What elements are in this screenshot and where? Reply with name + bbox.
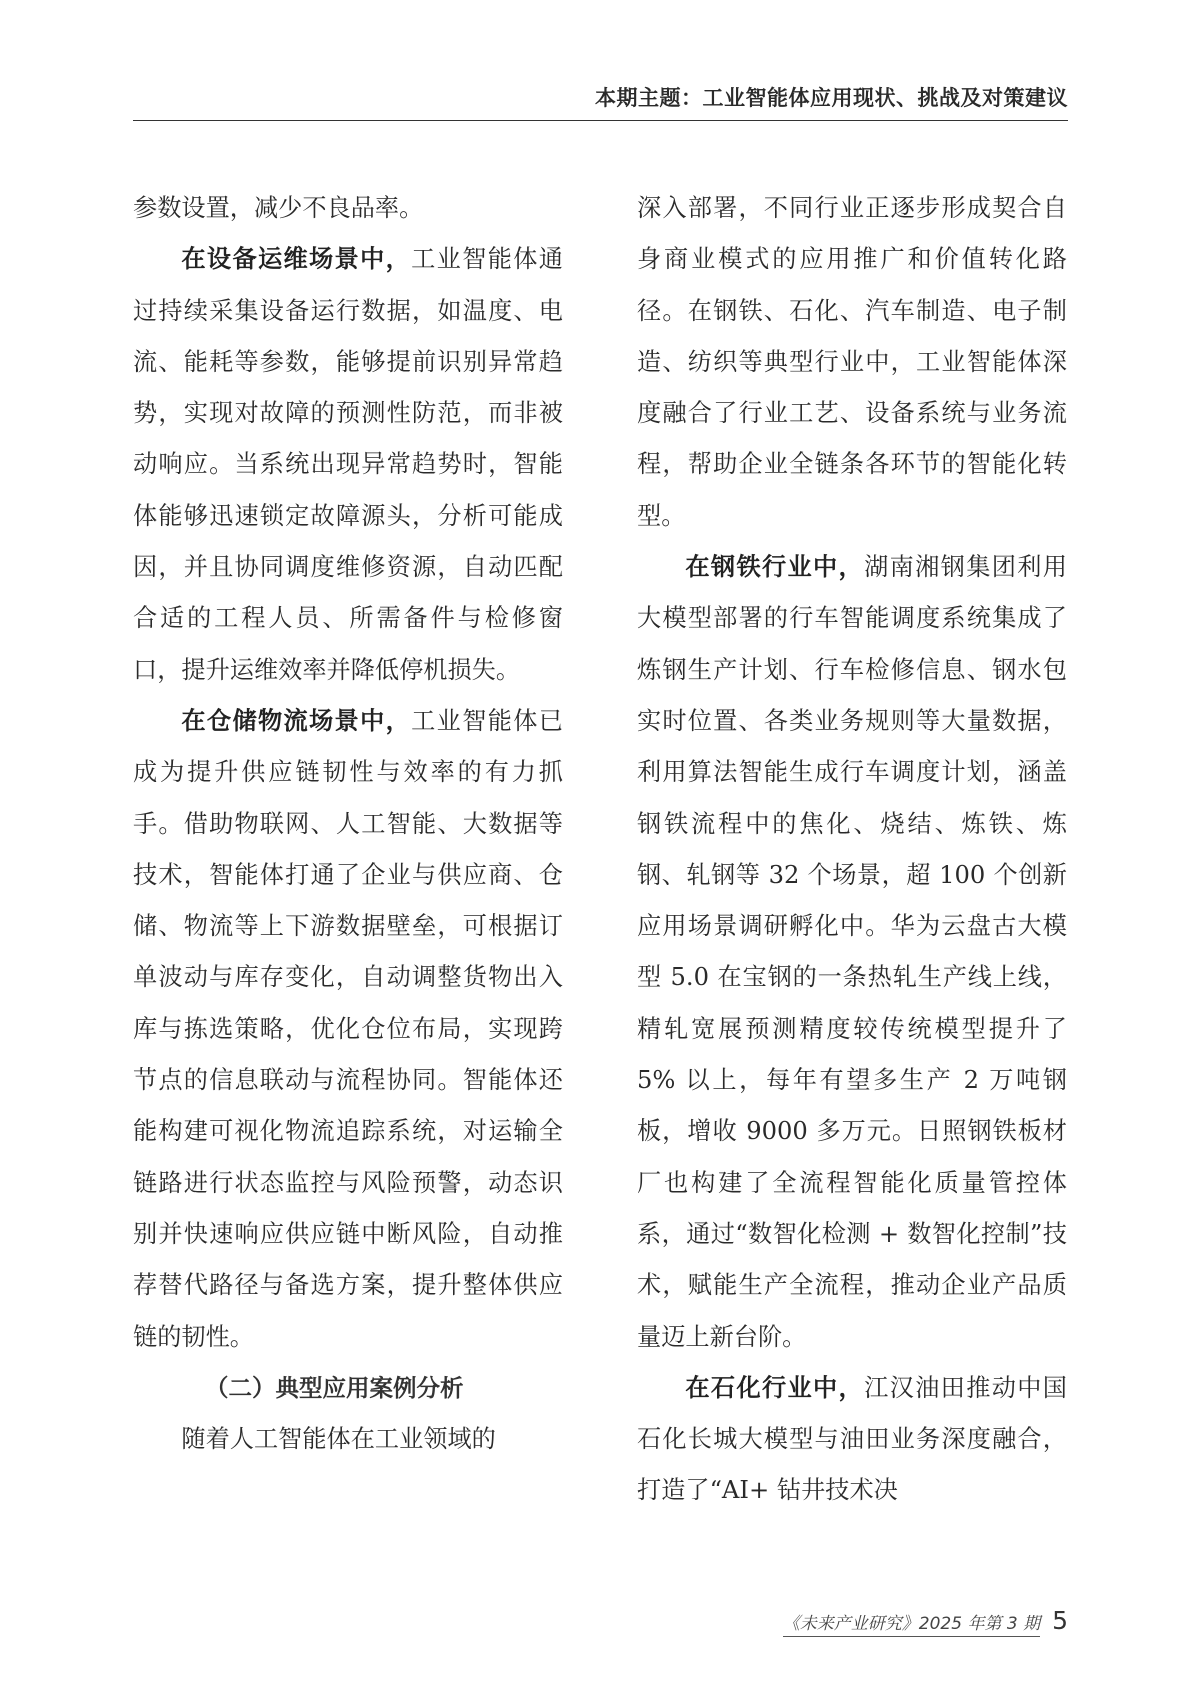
paragraph-body: 湖南湘钢集团利用大模型部署的行车智能调度系统集成了炼钢生产计划、行车检修信息、钢水包实时位置、各类业务规则等大量数据，利用算法智能生成行车调度计划，涵盖钢铁流程中的焦化、烧结、炼铁、炼钢、轧钢等 32 个场景，超 100 个创新应用场景调研孵化中。华为云盘古大模型 5.0 在宝钢的一条热轧生产线上线，精轧宽展预测精度较传统模型提升了 5% 以上，每年有望多生产 2 万吨钢板，增收 9000 多万元。日照钢铁板材厂也构建了全流程智能化质量管控体系，通过“数智化检测 + 数智化控制”技术，赋能生产全流程，推动企业产品质量迈上新台阶。 bbox=[637, 553, 1067, 1351]
paragraph bbox=[133, 234, 563, 696]
paragraph bbox=[637, 542, 1067, 1363]
paragraph bbox=[133, 696, 563, 1363]
footer-journal: 《未来产业研究》2025 年第 3 期 bbox=[783, 1609, 1040, 1637]
paragraph-lead: 在石化行业中， bbox=[685, 1373, 865, 1402]
paragraph-lead: 在仓储物流场景中， bbox=[181, 706, 412, 735]
paragraph bbox=[637, 1363, 1067, 1517]
paragraph: 参数设置，减少不良品率。 bbox=[133, 194, 424, 222]
paragraph-lead: 在设备运维场景中， bbox=[181, 245, 412, 274]
header-title: 本期主题：工业智能体应用现状、挑战及对策建议 bbox=[595, 86, 1068, 110]
paragraph-body: 工业智能体已成为提升供应链韧性与效率的有力抓手。借助物联网、人工智能、大数据等技术，智能体打通了企业与供应商、仓储、物流等上下游数据壁垒，可根据订单波动与库存变化，自动调整货物出入库与拣选策略，优化仓位布局，实现跨节点的信息联动与流程协同。智能体还能构建可视化物流追踪系统，对运输全链路进行状态监控与风险预警，动态识别并快速响应供应链中断风险，自动推荐替代路径与备选方案，提升整体供应链的韧性。 bbox=[133, 706, 563, 1351]
paragraph-body: 工业智能体通过持续采集设备运行数据，如温度、电流、能耗等参数，能够提前识别异常趋势，实现对故障的预测性防范，而非被动响应。当系统出现异常趋势时，智能体能够迅速锁定故障源头，分析可能成因，并且协同调度维修资源，自动匹配合适的工程人员、所需备件与检修窗口，提升运维效率并降低停机损失。 bbox=[133, 245, 563, 684]
running-header bbox=[133, 82, 1068, 121]
paragraph-body: 江汉油田推动中国石化长城大模型与油田业务深度融合，打造了“AI+ 钻井技术决 bbox=[637, 1373, 1067, 1505]
paragraph-lead: 在钢铁行业中， bbox=[685, 553, 865, 582]
paragraph: 深入部署，不同行业正逐步形成契合自身商业模式的应用推广和价值转化路径。在钢铁、石化、汽车制造、电子制造、纺织等典型行业中，工业智能体深度融合了行业工艺、设备系统与业务流程，帮助企业全链条各环节的智能化转型。 bbox=[637, 194, 1067, 530]
section-heading: （二）典型应用案例分析 bbox=[205, 1373, 464, 1402]
left-column bbox=[133, 183, 563, 1465]
paragraph: 随着人工智能体在工业领域的 bbox=[181, 1425, 496, 1454]
page-number: 5 bbox=[1052, 1606, 1068, 1635]
right-column bbox=[637, 183, 1067, 1517]
page-footer bbox=[783, 1606, 1068, 1637]
